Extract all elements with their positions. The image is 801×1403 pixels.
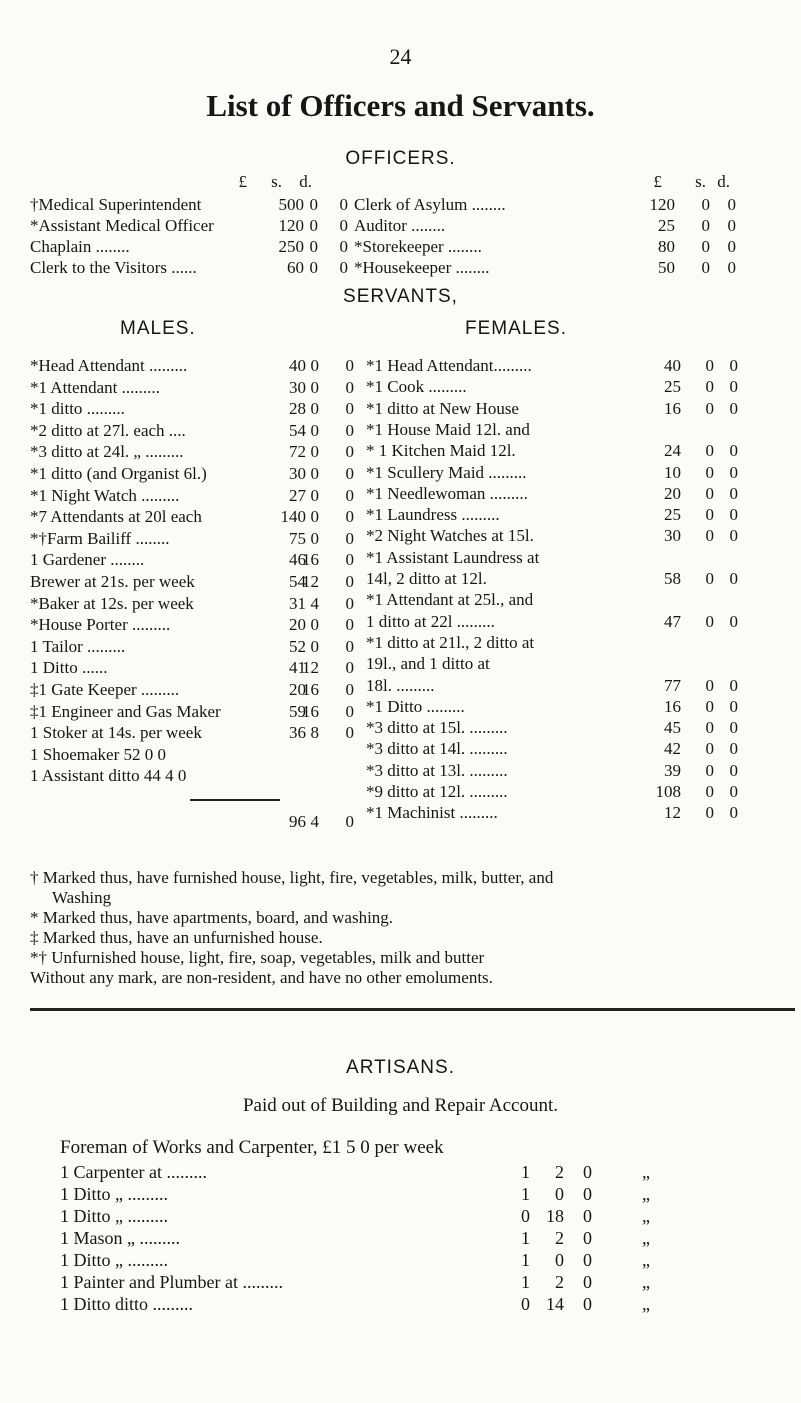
- artisan-row: [60, 1184, 760, 1204]
- subtotal-row: [30, 812, 370, 832]
- pounds-value: 25: [664, 377, 681, 397]
- entry-name: 1 Ditto „ .........: [60, 1184, 168, 1204]
- per-week-ditto: „: [642, 1250, 650, 1270]
- pence-value: 0: [345, 356, 354, 375]
- shillings-value: 0: [705, 505, 714, 525]
- entry-name: *House Porter .........: [30, 615, 171, 635]
- pounds-value: 30: [289, 377, 306, 397]
- shillings-value: 0: [701, 195, 710, 214]
- entry-name: 1 ditto at 22l .........: [366, 611, 495, 631]
- female-servant-row: [0, 782, 801, 802]
- footnote: ‡ Marked thus, have an unfurnished house.: [30, 928, 323, 947]
- shillings-value: 0: [705, 356, 714, 375]
- per-week-ditto: „: [642, 1206, 650, 1226]
- artisans-heading: ARTISANS.: [346, 1057, 455, 1078]
- per-week-ditto: „: [642, 1184, 650, 1204]
- entry-name: 1 Ditto „ .........: [60, 1250, 168, 1270]
- entry-name: *1 House Maid 12l. and: [366, 419, 530, 439]
- entry-name: *7 Attendants at 20l each: [30, 507, 202, 527]
- pounds-value: 120: [649, 195, 675, 214]
- pence-value: 0: [729, 718, 738, 738]
- pence-value: 0: [729, 782, 738, 801]
- pounds-value: 40: [664, 356, 681, 375]
- entry-name: 14l, 2 ditto at 12l.: [366, 569, 487, 588]
- per-week-ditto: „: [642, 1162, 650, 1182]
- female-servant-row: [0, 612, 801, 632]
- pence-value: 0: [339, 195, 348, 214]
- pounds-value: 28: [289, 399, 306, 419]
- pounds-value: 45: [664, 718, 681, 738]
- pence-value: 0: [729, 505, 738, 525]
- pounds-value: 75: [289, 528, 306, 548]
- pounds-value: 0: [521, 1206, 530, 1226]
- shillings-value: 16: [302, 701, 319, 721]
- entry-name: *†Farm Bailiff ........: [30, 528, 170, 548]
- shillings-value: 18: [546, 1206, 564, 1226]
- shillings-value: 0: [310, 464, 319, 483]
- section-divider: [30, 1008, 795, 1011]
- pence-value: 0: [345, 636, 354, 656]
- pounds-value: 1: [521, 1272, 530, 1292]
- artisan-row: [60, 1294, 760, 1314]
- shillings-value: 0: [310, 356, 319, 375]
- female-servant-row: [0, 463, 801, 483]
- shillings-value: 0: [310, 528, 319, 548]
- shillings-value: 0: [701, 237, 710, 256]
- pounds-value: 1: [521, 1162, 530, 1182]
- shillings-value: 0: [555, 1184, 564, 1204]
- pence-value: 0: [729, 398, 738, 418]
- shillings-value: 8: [310, 723, 319, 743]
- female-servant-row: [0, 548, 801, 568]
- entry-name: *1 Attendant at 25l., and: [366, 590, 534, 610]
- pounds-value: 250: [278, 237, 304, 256]
- female-servant-row: [0, 399, 801, 419]
- pence-value: 0: [345, 377, 354, 397]
- entry-name: *1 Cook .........: [366, 377, 467, 397]
- pounds-value: 120: [278, 216, 304, 235]
- pounds-value: 30: [289, 464, 306, 483]
- pence-value: 0: [729, 696, 738, 716]
- artisan-row: [60, 1272, 760, 1292]
- pounds-value: 77: [664, 675, 681, 695]
- entry-name: *1 Assistant Laundress at: [366, 547, 540, 567]
- shillings-value: 16: [302, 550, 319, 570]
- entry-name: ‡1 Gate Keeper .........: [30, 680, 180, 699]
- artisan-row: [60, 1250, 760, 1270]
- pence-value: 0: [583, 1206, 592, 1226]
- pounds-value: 36: [289, 723, 306, 743]
- pence-value: 0: [729, 739, 738, 759]
- entry-name: *2 Night Watches at 15l.: [366, 526, 534, 546]
- pence-value: 0: [345, 680, 354, 699]
- pounds-value: 47: [664, 611, 681, 631]
- shillings-value: 0: [705, 611, 714, 631]
- shillings-value: 2: [555, 1162, 564, 1182]
- officer-row: [0, 258, 801, 278]
- entry-name: *1 Attendant .........: [30, 377, 160, 397]
- shillings-value: 0: [310, 636, 319, 656]
- pounds-value: 500: [278, 195, 304, 214]
- female-servant-row: [0, 697, 801, 717]
- entry-name: 1 Ditto ditto .........: [60, 1294, 194, 1314]
- entry-name: 1 Painter and Plumber at .........: [60, 1272, 283, 1292]
- entry-name: *1 Scullery Maid .........: [366, 462, 527, 482]
- pence-value: 0: [345, 723, 354, 743]
- shillings-value: 0: [705, 526, 714, 546]
- pence-value: 0: [339, 237, 348, 256]
- entry-name: 1 Assistant ditto 44 4 0: [30, 766, 187, 786]
- pence-value: 0: [729, 483, 738, 503]
- entry-name: 1 Ditto ......: [30, 658, 108, 678]
- shillings-value: 0: [705, 696, 714, 716]
- entry-name: *1 Head Attendant.........: [366, 356, 532, 375]
- pounds-value: 1: [521, 1250, 530, 1270]
- officer-row: [0, 237, 801, 257]
- shillings-value: 0: [705, 675, 714, 695]
- entry-name: * 1 Kitchen Maid 12l.: [366, 441, 516, 461]
- entry-name: 1 Ditto „ .........: [60, 1206, 168, 1226]
- entry-name: *1 ditto at New House: [366, 398, 519, 418]
- pence-value: 0: [729, 377, 738, 397]
- shillings-value: 0: [309, 258, 318, 277]
- pounds-value: 1: [521, 1228, 530, 1248]
- entry-name: *1 Night Watch .........: [30, 485, 180, 505]
- entry-name: *1 Ditto .........: [366, 696, 465, 716]
- entry-name: *9 ditto at 12l. .........: [366, 782, 508, 801]
- artisan-row: [60, 1162, 760, 1182]
- pence-value: 0: [729, 803, 738, 823]
- subtotal-value: 4: [310, 812, 319, 831]
- shillings-value: 0: [705, 483, 714, 503]
- shillings-value: 0: [705, 803, 714, 823]
- shillings-value: 0: [705, 441, 714, 461]
- pounds-value: 20: [289, 680, 306, 699]
- pence-value: 0: [345, 399, 354, 419]
- entry-name: 1 Carpenter at .........: [60, 1162, 207, 1182]
- shillings-value: 0: [705, 377, 714, 397]
- pounds-value: 31: [289, 593, 306, 613]
- entry-name: 1 Tailor .........: [30, 636, 126, 656]
- entry-name: *3 ditto at 14l. .........: [366, 739, 508, 759]
- shillings-value: 0: [310, 420, 319, 440]
- pounds-value: 25: [664, 505, 681, 525]
- pence-value: 0: [729, 526, 738, 546]
- entry-name: *Head Attendant .........: [30, 356, 188, 375]
- pence-value: 0: [345, 464, 354, 483]
- pounds-value: 108: [655, 782, 681, 801]
- female-servant-row: [0, 526, 801, 546]
- entry-name: *Housekeeper ........: [354, 258, 490, 277]
- per-week-ditto: „: [642, 1272, 650, 1292]
- officers-heading: OFFICERS.: [345, 148, 456, 169]
- entry-name: Clerk of Asylum ........: [354, 195, 506, 214]
- entry-name: 1 Shoemaker 52 0 0: [30, 744, 166, 764]
- entry-name: *1 Machinist .........: [366, 803, 498, 823]
- pence-value: 0: [729, 462, 738, 482]
- pounds-value: 0: [521, 1294, 530, 1314]
- shillings-value: 0: [705, 718, 714, 738]
- pence-value: 0: [345, 701, 354, 721]
- female-servant-row: [0, 761, 801, 781]
- shillings-value: 0: [705, 569, 714, 588]
- pence-value: 0: [727, 237, 736, 256]
- entry-name: 1 Mason „ .........: [60, 1228, 180, 1248]
- pence-value: 0: [729, 441, 738, 461]
- pence-value: 0: [345, 507, 354, 527]
- shillings-value: 0: [701, 216, 710, 235]
- pence-value: 0: [729, 356, 738, 375]
- shillings-value: 12: [302, 572, 319, 591]
- pounds-value: 1: [521, 1184, 530, 1204]
- pence-value: 0: [729, 611, 738, 631]
- pounds-value: 58: [664, 569, 681, 588]
- pence-value: 0: [345, 442, 354, 462]
- shillings-value: 0: [701, 258, 710, 277]
- pence-value: 0: [345, 615, 354, 635]
- pounds-value: 16: [664, 696, 681, 716]
- servants-heading: SERVANTS,: [343, 286, 458, 307]
- subtotal-value: 0: [345, 812, 354, 831]
- pounds-value: 52: [289, 636, 306, 656]
- pence-value: 0: [345, 572, 354, 591]
- pence-value: 0: [583, 1184, 592, 1204]
- female-servant-row: [0, 676, 801, 696]
- per-week-ditto: „: [642, 1294, 650, 1314]
- entry-name: *1 Laundress .........: [366, 505, 500, 525]
- female-servant-row: [0, 484, 801, 504]
- entry-name: *2 ditto at 27l. each ....: [30, 420, 186, 440]
- pounds-value: 60: [287, 258, 304, 277]
- pounds-value: 12: [664, 803, 681, 823]
- shillings-value: 12: [302, 658, 319, 678]
- entry-name: *Assistant Medical Officer: [30, 216, 214, 235]
- female-servant-row: [0, 356, 801, 376]
- pounds-value: 24: [664, 441, 681, 461]
- shillings-value: 0: [310, 399, 319, 419]
- pence-value: 0: [583, 1272, 592, 1292]
- shillings-value: 0: [705, 398, 714, 418]
- pounds-value: 20: [664, 483, 681, 503]
- entry-name: Auditor ........: [354, 216, 446, 235]
- column-header: s.: [271, 172, 282, 191]
- entry-name: *Storekeeper ........: [354, 237, 482, 256]
- female-servant-row: [0, 633, 801, 653]
- pounds-value: 16: [664, 398, 681, 418]
- artisan-row: [60, 1206, 760, 1226]
- shillings-value: 0: [309, 216, 318, 235]
- pounds-value: 140: [280, 507, 306, 527]
- entry-name: 1 Stoker at 14s. per week: [30, 723, 202, 743]
- shillings-value: 0: [555, 1250, 564, 1270]
- shillings-value: 16: [302, 680, 319, 699]
- officer-row: [0, 216, 801, 236]
- artisans-subheading: Paid out of Building and Repair Account.: [242, 1095, 559, 1116]
- shillings-value: 2: [555, 1272, 564, 1292]
- pence-value: 0: [727, 216, 736, 235]
- shillings-value: 0: [310, 442, 319, 462]
- shillings-value: 0: [310, 377, 319, 397]
- shillings-value: 0: [309, 237, 318, 256]
- entry-name: Chaplain ........: [30, 237, 130, 256]
- pence-value: 0: [727, 195, 736, 214]
- entry-name: Brewer at 21s. per week: [30, 572, 195, 591]
- column-header: £: [653, 172, 662, 191]
- female-servant-row: [0, 377, 801, 397]
- entry-name: 19l., and 1 ditto at: [366, 654, 490, 674]
- female-servant-row: [0, 718, 801, 738]
- shillings-value: 2: [555, 1228, 564, 1248]
- female-servant-row: [0, 739, 801, 759]
- females-heading: FEMALES.: [465, 318, 567, 339]
- pence-value: 0: [345, 485, 354, 505]
- shillings-value: 0: [705, 739, 714, 759]
- males-heading: MALES.: [120, 318, 196, 339]
- column-header: £: [238, 172, 247, 191]
- pounds-value: 59: [289, 701, 306, 721]
- pounds-value: 30: [664, 526, 681, 546]
- artisans-intro: Foreman of Works and Carpenter, £1 5 0 per week: [60, 1137, 444, 1158]
- female-servant-row: [0, 420, 801, 440]
- entry-name: *1 ditto (and Organist 6l.): [30, 464, 207, 483]
- entry-name: †Medical Superintendent: [30, 195, 202, 214]
- pence-value: 0: [339, 216, 348, 235]
- shillings-value: 14: [546, 1294, 564, 1314]
- female-servant-row: [0, 590, 801, 610]
- pounds-value: 27: [289, 485, 306, 505]
- pence-value: 0: [339, 258, 348, 277]
- pounds-value: 72: [289, 442, 306, 462]
- footnote: Without any mark, are non-resident, and have no other emoluments.: [30, 968, 493, 987]
- entry-name: *1 ditto .........: [30, 399, 125, 419]
- pounds-value: 10: [664, 462, 681, 482]
- pounds-value: 80: [658, 237, 675, 256]
- shillings-value: 0: [310, 615, 319, 635]
- pence-value: 0: [729, 760, 738, 780]
- pounds-value: 42: [664, 739, 681, 759]
- footnote: † Marked thus, have furnished house, light, fire, vegetables, milk, butter, and: [30, 868, 554, 887]
- entry-name: *3 ditto at 15l. .........: [366, 718, 508, 738]
- pence-value: 0: [345, 550, 354, 570]
- pounds-value: 39: [664, 760, 681, 780]
- pounds-value: 46: [289, 550, 306, 570]
- shillings-value: 0: [705, 462, 714, 482]
- female-servant-row: [0, 569, 801, 589]
- pence-value: 0: [727, 258, 736, 277]
- shillings-value: 0: [309, 195, 318, 214]
- footnote: *† Unfurnished house, light, fire, soap, vegetables, milk and butter: [30, 948, 485, 967]
- subtotal-value: 96: [289, 812, 306, 831]
- pounds-value: 41: [289, 658, 306, 678]
- pounds-value: 50: [658, 258, 675, 277]
- female-servant-row: [0, 441, 801, 461]
- pence-value: 0: [729, 569, 738, 588]
- shillings-value: 0: [705, 760, 714, 780]
- entry-name: *1 Needlewoman .........: [366, 483, 528, 503]
- shillings-value: 0: [310, 507, 319, 527]
- pounds-value: 54: [289, 420, 306, 440]
- footnote: * Marked thus, have apartments, board, and washing.: [30, 908, 394, 927]
- pounds-value: 40: [289, 356, 306, 375]
- pounds-value: 20: [289, 615, 306, 635]
- entry-name: 1 Gardener ........: [30, 550, 145, 570]
- pence-value: 0: [583, 1228, 592, 1248]
- entry-name: Clerk to the Visitors ......: [30, 258, 197, 277]
- pounds-value: 25: [658, 216, 675, 235]
- entry-name: *1 ditto at 21l., 2 ditto at: [366, 632, 535, 652]
- shillings-value: 4: [310, 593, 319, 613]
- subtotal-rule: [190, 799, 280, 801]
- entry-name: *3 ditto at 13l. .........: [366, 760, 508, 780]
- shillings-value: 0: [705, 782, 714, 801]
- entry-name: 18l. .........: [366, 675, 435, 695]
- pence-value: 0: [583, 1294, 592, 1314]
- female-servant-row: [0, 505, 801, 525]
- officer-row: [0, 195, 801, 215]
- page-title: List of Officers and Servants.: [206, 88, 595, 123]
- pence-value: 0: [583, 1250, 592, 1270]
- column-header: d.: [717, 172, 730, 191]
- entry-name: ‡1 Engineer and Gas Maker: [30, 701, 221, 721]
- footnote: Washing: [52, 888, 112, 907]
- pence-value: 0: [345, 658, 354, 678]
- pence-value: 0: [345, 593, 354, 613]
- pence-value: 0: [583, 1162, 592, 1182]
- pounds-value: 54: [289, 572, 306, 591]
- column-header: d.: [299, 172, 312, 191]
- shillings-value: 0: [310, 485, 319, 505]
- pence-value: 0: [345, 528, 354, 548]
- entry-name: *3 ditto at 24l. „ .........: [30, 442, 184, 462]
- pence-value: 0: [729, 675, 738, 695]
- pence-value: 0: [345, 420, 354, 440]
- entry-name: *Baker at 12s. per week: [30, 593, 194, 613]
- artisan-row: [60, 1228, 760, 1248]
- column-header: s.: [695, 172, 706, 191]
- female-servant-row: [0, 654, 801, 674]
- per-week-ditto: „: [642, 1228, 650, 1248]
- page-number: 24: [389, 44, 412, 69]
